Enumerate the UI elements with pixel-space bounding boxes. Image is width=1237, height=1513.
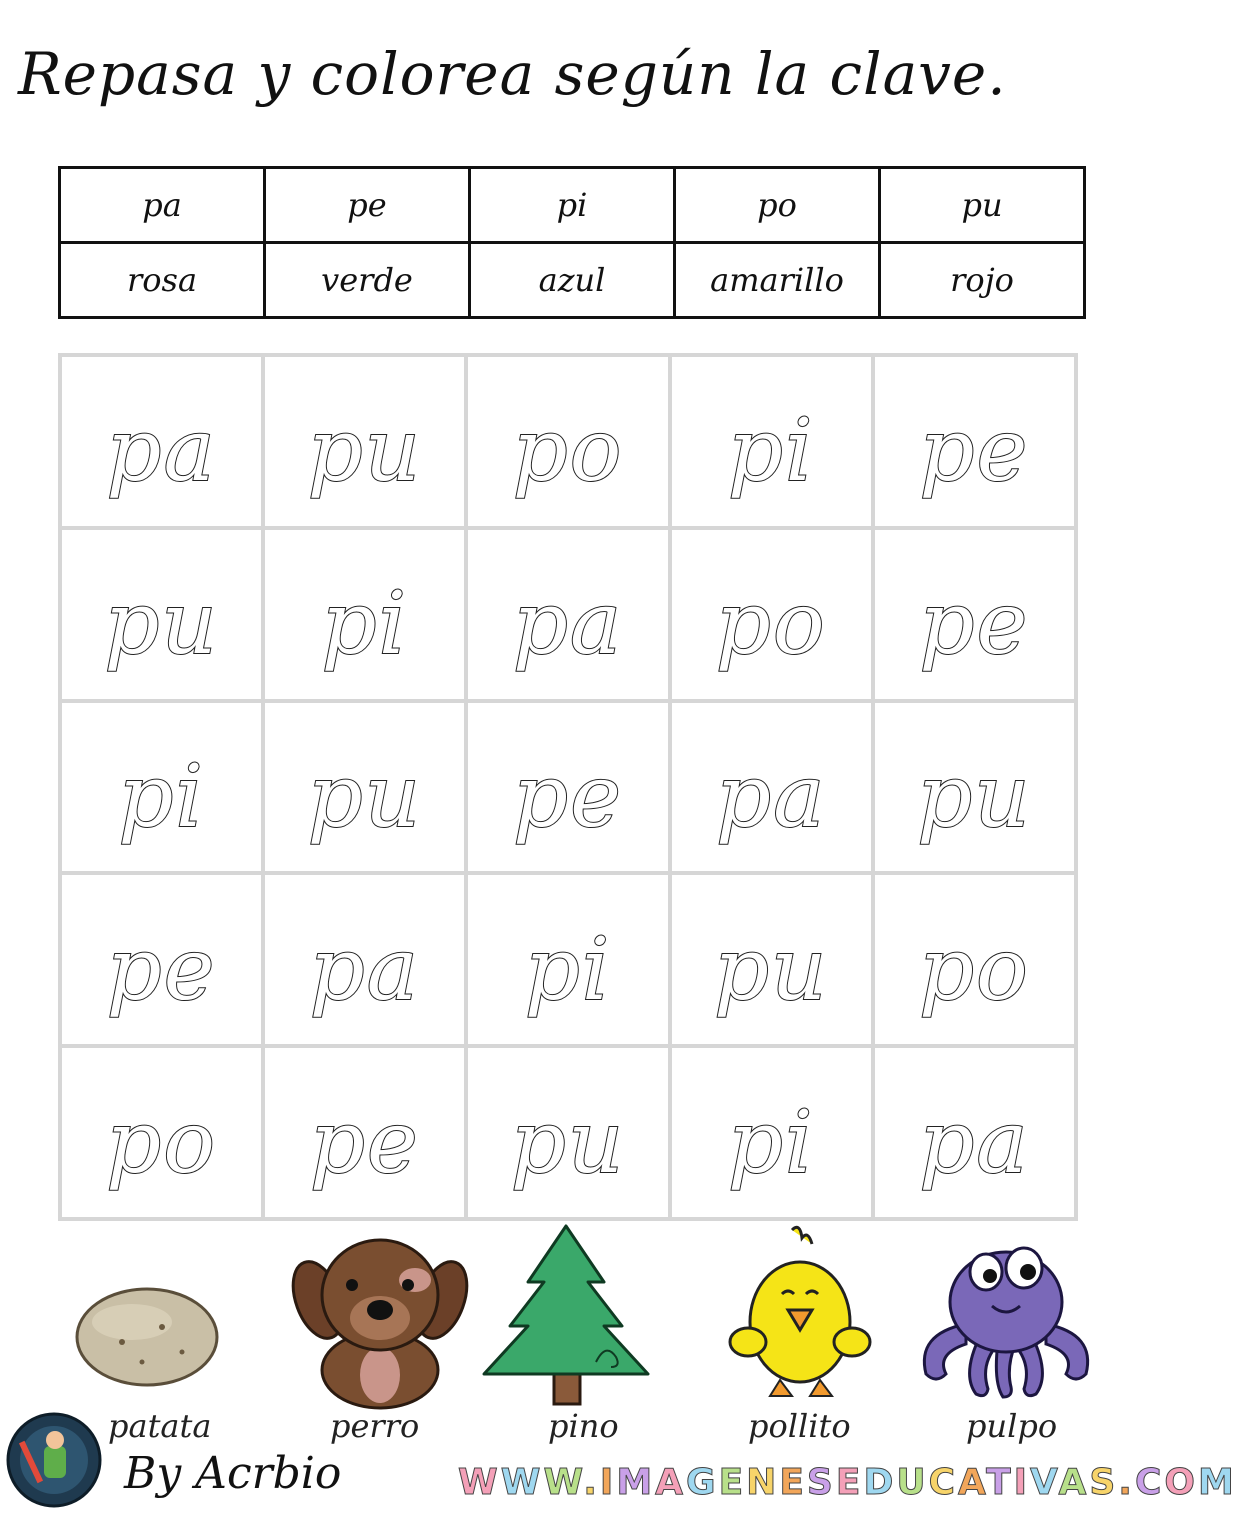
grid-cell[interactable]	[873, 1046, 1076, 1219]
grid-cell[interactable]	[60, 528, 263, 701]
trace-syllable: pe	[309, 1092, 420, 1193]
grid-cell[interactable]	[263, 528, 466, 701]
key-syllable: pi	[470, 168, 675, 243]
website-letter: A	[1058, 1462, 1090, 1503]
grid-cell[interactable]	[466, 701, 669, 874]
key-color: verde	[265, 243, 470, 318]
website-letter: U	[896, 1462, 929, 1503]
grid-cell[interactable]	[466, 1046, 669, 1219]
color-key-table	[58, 166, 1086, 319]
caption-pollito: pollito	[748, 1407, 851, 1445]
trace-syllable: pu	[104, 574, 219, 675]
trace-syllable: pu	[307, 401, 423, 502]
key-syllable: po	[675, 168, 880, 243]
grid-cell[interactable]	[60, 873, 263, 1046]
key-syllable: pa	[60, 168, 265, 243]
key-color: azul	[470, 243, 675, 318]
trace-syllable: pu	[917, 746, 1032, 847]
trace-syllable: pi	[118, 746, 205, 847]
website-letter: I	[1013, 1462, 1031, 1503]
key-syllable: pu	[880, 168, 1085, 243]
caption-patata: patata	[108, 1407, 212, 1445]
grid-cell[interactable]	[60, 1046, 263, 1219]
trace-syllable: pa	[309, 919, 420, 1020]
trace-syllable: po	[918, 919, 1030, 1020]
grid-cell[interactable]	[670, 355, 873, 528]
grid-cell[interactable]	[466, 528, 669, 701]
website-letter: A	[957, 1462, 987, 1503]
key-color: rosa	[60, 243, 265, 318]
grid-cell[interactable]	[466, 355, 669, 528]
trace-syllable: pa	[919, 1092, 1030, 1193]
website-letter: E	[718, 1462, 747, 1503]
grid-cell[interactable]	[873, 528, 1076, 701]
trace-syllable: pi	[727, 401, 815, 502]
grid-cell[interactable]	[873, 355, 1076, 528]
trace-syllable: po	[512, 401, 624, 502]
caption-pino: pino	[548, 1407, 619, 1445]
grid-cell[interactable]	[670, 1046, 873, 1219]
website-letter: A	[655, 1462, 687, 1503]
trace-syllable: pa	[716, 746, 827, 847]
website-letter: E	[779, 1462, 807, 1503]
grid-cell[interactable]	[60, 701, 263, 874]
website-letter: M	[616, 1462, 656, 1503]
trace-syllable: po	[106, 1092, 217, 1193]
trace-syllable: pu	[713, 919, 829, 1020]
trace-syllable: pa	[512, 574, 624, 675]
grid-cell[interactable]	[670, 873, 873, 1046]
website-url	[458, 1462, 1237, 1503]
website-letter: E	[835, 1462, 864, 1503]
grid-cell[interactable]	[466, 873, 669, 1046]
grid-cell[interactable]	[873, 873, 1076, 1046]
website-letter: V	[1030, 1462, 1059, 1503]
website-letter: S	[1089, 1462, 1119, 1503]
website-letter: T	[986, 1462, 1014, 1503]
trace-syllable: pi	[524, 919, 612, 1020]
website-letter: O	[1164, 1462, 1198, 1503]
trace-syllable: po	[715, 574, 827, 675]
website-letter: W	[543, 1462, 584, 1503]
website-letter: I	[599, 1462, 617, 1503]
page-title: Repasa y colorea según la clave.	[18, 40, 1007, 108]
grid-cell[interactable]	[263, 1046, 466, 1219]
key-color: amarillo	[675, 243, 880, 318]
dog-icon	[290, 1230, 470, 1410]
key-color: rojo	[880, 243, 1085, 318]
potato-icon	[72, 1282, 222, 1392]
website-letter: D	[863, 1462, 897, 1503]
website-letter: N	[746, 1462, 780, 1503]
website-letter: .	[583, 1462, 600, 1503]
website-letter: S	[806, 1462, 836, 1503]
trace-syllable: pi	[321, 574, 409, 675]
website-letter: W	[500, 1462, 544, 1503]
website-letter: W	[458, 1462, 501, 1503]
grid-cell[interactable]	[670, 701, 873, 874]
grid-cell[interactable]	[263, 701, 466, 874]
pine-tree-icon	[476, 1222, 656, 1412]
caption-perro: perro	[330, 1407, 420, 1445]
author-signature: By Acrbio	[124, 1448, 342, 1499]
trace-syllable: pe	[919, 574, 1030, 675]
octopus-icon	[906, 1234, 1106, 1404]
website-letter: G	[686, 1462, 719, 1503]
grid-cell[interactable]	[60, 355, 263, 528]
key-syllable-row	[60, 168, 1085, 243]
grid-cell[interactable]	[873, 701, 1076, 874]
chick-icon	[730, 1222, 870, 1402]
website-letter: C	[1134, 1462, 1165, 1503]
key-color-row	[60, 243, 1085, 318]
trace-syllable: pu	[510, 1092, 626, 1193]
grid-cell[interactable]	[263, 355, 466, 528]
trace-syllable: pu	[307, 746, 423, 847]
trace-syllable: pi	[727, 1092, 815, 1193]
trace-syllable: pe	[513, 746, 623, 847]
website-letter: M	[1197, 1462, 1237, 1503]
trace-syllable: pa	[106, 401, 217, 502]
key-syllable: pe	[265, 168, 470, 243]
author-logo	[4, 1410, 104, 1510]
website-letter: .	[1118, 1462, 1135, 1503]
trace-syllable: pe	[919, 401, 1030, 502]
website-letter: C	[928, 1462, 958, 1503]
caption-pulpo: pulpo	[966, 1407, 1058, 1445]
grid-cell[interactable]	[670, 528, 873, 701]
trace-syllable: pe	[106, 919, 217, 1020]
grid-cell[interactable]	[263, 873, 466, 1046]
tracing-grid	[58, 353, 1078, 1221]
